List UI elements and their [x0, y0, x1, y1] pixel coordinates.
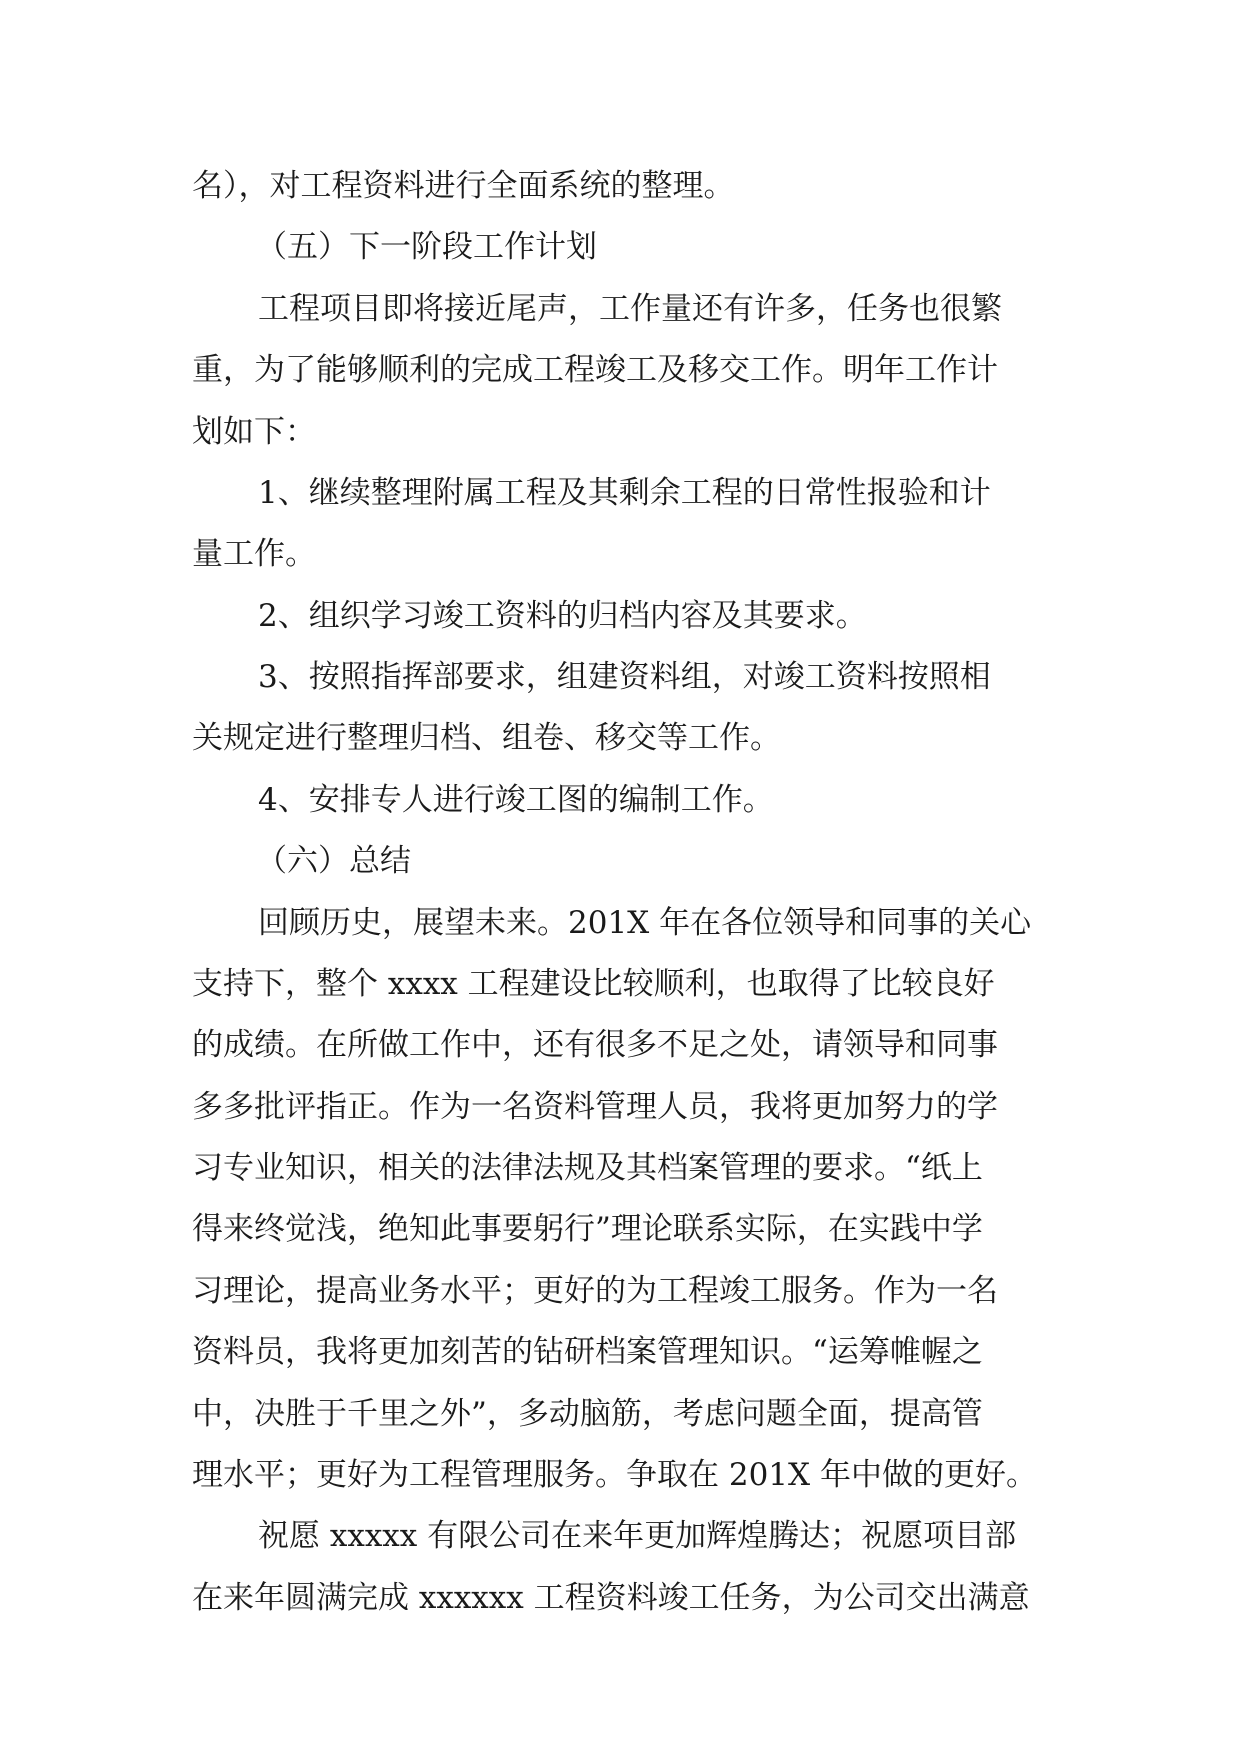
list-item: 2、组织学习竣工资料的归档内容及其要求。: [258, 598, 867, 634]
list-item: 4、安排专人进行竣工图的编制工作。: [258, 782, 774, 818]
paragraph-line: 的成绩。在所做工作中，还有很多不足之处，请领导和同事: [192, 1027, 998, 1063]
paragraph-line: 划如下：: [192, 414, 316, 450]
paragraph-line: 回顾历史，展望未来。201X 年在各位领导和同事的关心: [258, 905, 1032, 941]
paragraph-line: 关规定进行整理归档、组卷、移交等工作。: [192, 720, 781, 756]
section-heading: （五）下一阶段工作计划: [256, 229, 597, 265]
paragraph-line: 理水平；更好为工程管理服务。争取在 201X 年中做的更好。: [192, 1457, 1037, 1493]
list-item: 1、继续整理附属工程及其剩余工程的日常性报验和计: [258, 475, 991, 511]
paragraph-line: 资料员，我将更加刻苦的钻研档案管理知识。“运筹帷幄之: [192, 1334, 983, 1370]
paragraph-line: 支持下，整个 xxxx 工程建设比较顺利，也取得了比较良好: [192, 966, 995, 1002]
paragraph-line: 习理论，提高业务水平；更好的为工程竣工服务。作为一名: [192, 1273, 998, 1309]
paragraph-line: 习专业知识，相关的法律法规及其档案管理的要求。“纸上: [192, 1150, 983, 1186]
paragraph-line: 中，决胜于千里之外”，多动脑筋，考虑问题全面，提高管: [192, 1396, 983, 1432]
paragraph-line: 得来终觉浅，绝知此事要躬行”理论联系实际，在实践中学: [192, 1211, 983, 1247]
paragraph-line: 工程项目即将接近尾声，工作量还有许多，任务也很繁: [258, 291, 1002, 327]
paragraph-line: 祝愿 xxxxx 有限公司在来年更加辉煌腾达；祝愿项目部: [258, 1518, 1017, 1554]
paragraph-line: 名），对工程资料进行全面系统的整理。: [192, 168, 735, 204]
list-item: 3、按照指挥部要求，组建资料组，对竣工资料按照相: [258, 659, 991, 695]
paragraph-line: 在来年圆满完成 xxxxxx 工程资料竣工任务，为公司交出满意: [192, 1580, 1030, 1616]
paragraph-line: 多多批评指正。作为一名资料管理人员，我将更加努力的学: [192, 1089, 998, 1125]
paragraph-line: 重，为了能够顺利的完成工程竣工及移交工作。明年工作计: [192, 352, 998, 388]
paragraph-line: 量工作。: [192, 536, 316, 572]
section-heading: （六）总结: [256, 843, 411, 879]
